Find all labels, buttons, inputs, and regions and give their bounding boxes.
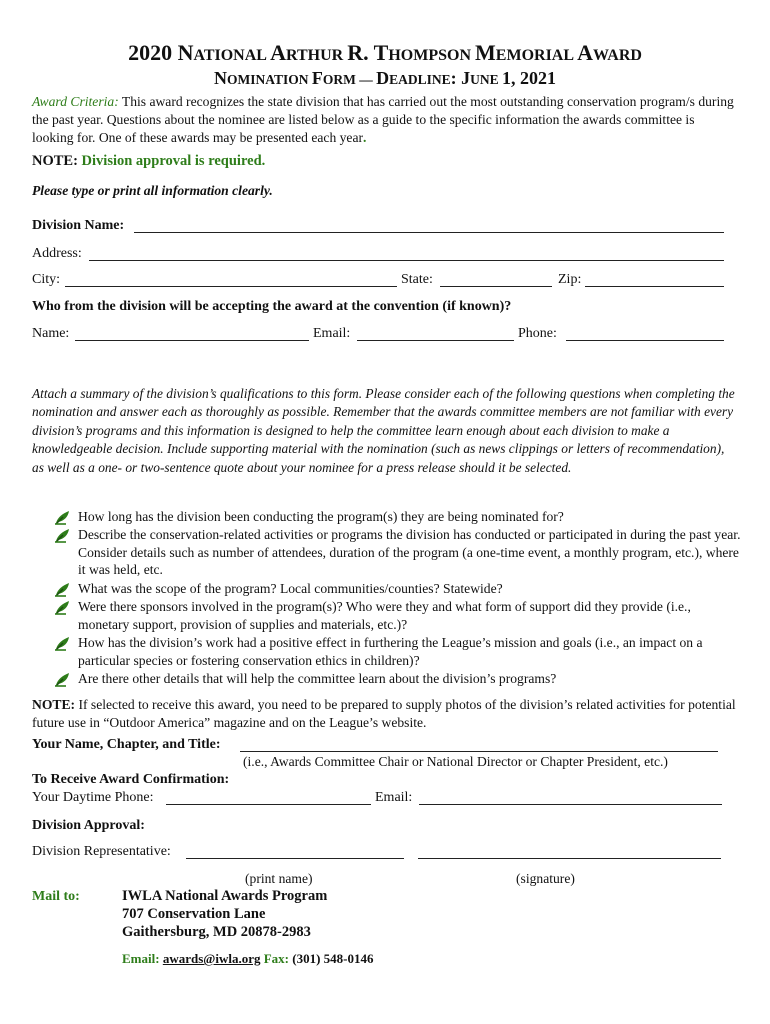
state-field[interactable]: [440, 286, 552, 287]
your-name-field[interactable]: [240, 751, 718, 752]
address-label: Address:: [32, 246, 82, 261]
division-approval-note: NOTE: Division approval is required.: [32, 153, 266, 169]
instruction: Please type or print all information clearly.: [32, 183, 273, 198]
print-name-caption: (print name): [245, 871, 313, 886]
daytime-phone-label: Your Daytime Phone:: [32, 790, 154, 805]
signature-field[interactable]: [418, 858, 721, 859]
question-text: Are there other details that will help the committee learn about the division’s programs?: [78, 671, 557, 686]
leaf-icon: [54, 581, 72, 597]
confirmation-email-field[interactable]: [419, 804, 722, 805]
city-label: City:: [32, 272, 61, 287]
print-name-field[interactable]: [186, 858, 404, 859]
contact-phone-label: Phone:: [518, 326, 557, 341]
daytime-phone-field[interactable]: [166, 804, 371, 805]
contact-email-label: Email:: [313, 326, 351, 341]
contact-email-field[interactable]: [357, 340, 514, 341]
question-item: [54, 508, 744, 526]
address-field[interactable]: [89, 260, 724, 261]
question-item: [54, 526, 744, 579]
mail-address-line-1: IWLA National Awards Program: [122, 888, 328, 904]
zip-field[interactable]: [585, 286, 724, 287]
division-name-field[interactable]: [134, 232, 724, 233]
leaf-icon: [54, 635, 72, 651]
question-item: [54, 598, 744, 633]
zip-label: Zip:: [558, 272, 582, 287]
mail-address-line-3: Gaithersburg, MD 20878-2983: [122, 924, 311, 940]
leaf-icon: [54, 509, 72, 525]
confirmation-heading: To Receive Award Confirmation:: [32, 772, 230, 787]
division-name-label: Division Name:: [32, 218, 125, 233]
your-name-hint: (i.e., Awards Committee Chair or National Director or Chapter President, etc.): [243, 754, 668, 769]
contact-name-field[interactable]: [75, 340, 309, 341]
form-subtitle: NOMINATION FORM — DEADLINE: JUNE 1, 2021: [213, 68, 557, 88]
mail-address-line-2: 707 Conservation Lane: [122, 906, 266, 922]
confirmation-email-label: Email:: [375, 790, 413, 805]
question-text: Describe the conservation-related activities or programs the division has conducted or participated in during the past year. Consider details such as number of attendees, duration of the program (a one-time event, a monthly program, etc.), where it was held, etc.: [78, 527, 741, 578]
award-title: 2020 NATIONAL ARTHUR R. THOMPSON MEMORIAL AWARD: [128, 40, 642, 65]
award-criteria-label: Award Criteria:: [32, 94, 119, 109]
leaf-icon: [54, 527, 72, 543]
contact-phone-field[interactable]: [566, 340, 724, 341]
award-criteria: Award Criteria: This award recognizes the state division that has carried out the most outstanding conservation program/s during the past year. Questions about the nominee are listed below as a guide to the specific information the awards committee is looking for. One of these awards may be presented each year.: [32, 94, 734, 145]
question-text: Were there sponsors involved in the program(s)? Who were they and what form of support did they provide (i.e., monetary support, provision of supplies and materials, etc.)?: [78, 599, 691, 632]
signature-caption: (signature): [516, 871, 575, 886]
division-rep-label: Division Representative:: [32, 844, 171, 859]
question-item: [54, 670, 744, 688]
question-text: How has the division’s work had a positive effect in furthering the League’s mission and goals (i.e., an impact on a particular species or fostering conservation ethics in children)?: [78, 635, 703, 668]
question-item: [54, 580, 744, 598]
contact-footer: Email: awards@iwla.org Fax: (301) 548-0146: [122, 951, 374, 966]
state-label: State:: [401, 272, 433, 287]
accepting-question: Who from the division will be accepting the award at the convention (if known)?: [32, 299, 512, 314]
city-field[interactable]: [65, 286, 397, 287]
question-text: How long has the division been conducting the program(s) they are being nominated for?: [78, 509, 564, 524]
leaf-icon: [54, 671, 72, 687]
question-item: [54, 634, 744, 669]
your-name-label: Your Name, Chapter, and Title:: [32, 737, 221, 752]
contact-name-label: Name:: [32, 326, 70, 341]
division-approval-heading: Division Approval:: [32, 818, 145, 833]
mail-to-label: Mail to:: [32, 889, 80, 904]
attach-instructions: Attach a summary of the division’s qualifications to this form. Please consider each of the following questions when completing the nomination and answer each as thoroughly as possible. Remember that the awards committee members are not familiar with every division’s programs and this information is designed to help the committee learn enough about each division to make a knowledgeable decision. Include supporting material with the nomination (such as news clippings or letters of recommendation), as well as a one- or two-sentence quote about your nominee for a press release should it be selected.: [32, 386, 735, 475]
question-text: What was the scope of the program? Local communities/counties? Statewide?: [78, 581, 503, 596]
leaf-icon: [54, 599, 72, 615]
photos-note: NOTE: If selected to receive this award, you need to be prepared to supply photos of the division’s related activities for potential future use in “Outdoor America” magazine and on the League’s website.: [32, 697, 736, 730]
email-link[interactable]: awards@iwla.org: [162, 951, 261, 966]
